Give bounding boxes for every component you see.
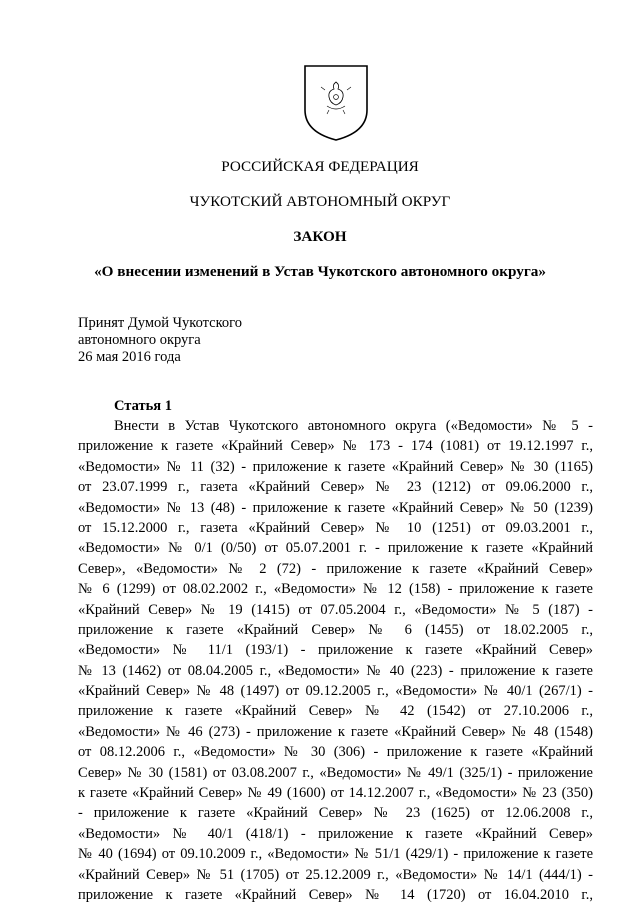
region-heading: ЧУКОТСКИЙ АВТОНОМНЫЙ ОКРУГ <box>189 193 451 210</box>
body-line: «Крайний Север» № 51 (1705) от 25.12.2009 г., «Ведомости» № 14/1 (444/1) - <box>78 866 593 883</box>
acceptance-line: автономного округа <box>78 332 201 348</box>
body-line: «Ведомости» № 40/1 (418/1) - приложение к газете «Крайний Север» <box>78 825 593 842</box>
body-line: Север» № 30 (1581) от 03.08.2007 г., «Ведомости» № 49/1 (325/1) - приложение <box>78 764 593 781</box>
body-line: «Ведомости» № 0/1 (0/50) от 05.07.2001 г. - приложение к газете «Крайний <box>78 540 593 557</box>
body-line: «Ведомости» № 13 (48) - приложение к газете «Крайний Север» № 50 (1239) <box>78 499 593 516</box>
body-line: «Крайний Север» № 19 (1415) от 07.05.2004 г., «Ведомости» № 5 (187) - <box>78 601 593 618</box>
body-line: «Ведомости» № 11 (32) - приложение к газете «Крайний Север» № 30 (1165) <box>78 458 593 475</box>
body-line: № 6 (1299) от 08.02.2002 г., «Ведомости» № 12 (158) - приложение к газете <box>78 581 593 598</box>
body-line: «Ведомости» № 46 (273) - приложение к газете «Крайний Север» № 48 (1548) <box>78 723 593 740</box>
body-line: «Крайний Север» № 48 (1497) от 09.12.2005 г., «Ведомости» № 40/1 (267/1) - <box>78 683 593 700</box>
body-line: приложение к газете «Крайний Север» № 42 (1542) от 27.10.2006 г., <box>78 703 593 720</box>
body-line: от 23.07.1999 г., газета «Крайний Север» № 23 (1212) от 09.06.2000 г., <box>78 479 593 496</box>
article-body <box>78 416 593 905</box>
document-title: «О внесении изменений в Устав Чукотского автономного округа» <box>94 263 546 280</box>
body-line: приложение к газете «Крайний Север» № 173 - 174 (1081) от 19.12.1997 г., <box>78 438 593 455</box>
body-line: от 08.12.2006 г., «Ведомости» № 30 (306) - приложение к газете «Крайний <box>78 744 593 761</box>
document-type-heading: ЗАКОН <box>293 228 347 245</box>
body-line: Север», «Ведомости» № 2 (72) - приложение к газете «Крайний Север» <box>78 560 593 577</box>
coat-of-arms-icon <box>299 60 373 144</box>
body-line: Внести в Устав Чукотского автономного округа («Ведомости» № 5 - <box>114 418 593 434</box>
acceptance-line: Принят Думой Чукотского <box>78 315 243 331</box>
body-line: - приложение к газете «Крайний Север» № 23 (1625) от 12.06.2008 г., <box>78 805 593 822</box>
body-line: приложение к газете «Крайний Север» № 6 (1455) от 18.02.2005 г., <box>78 621 593 638</box>
acceptance-date: 26 мая 2016 года <box>78 349 181 365</box>
acceptance-block <box>78 315 242 366</box>
article-title: Статья 1 <box>114 398 172 414</box>
body-line: от 15.12.2000 г., газета «Крайний Север» № 10 (1251) от 09.03.2001 г., <box>78 519 593 536</box>
body-line: № 13 (1462) от 08.04.2005 г., «Ведомости» № 40 (223) - приложение к газете <box>78 662 593 679</box>
body-line: к газете «Крайний Север» № 49 (1600) от 14.12.2007 г., «Ведомости» № 23 (350) <box>78 785 593 802</box>
body-line: № 40 (1694) от 09.10.2009 г., «Ведомости» № 51/1 (429/1) - приложение к газете <box>78 846 593 863</box>
country-heading: РОССИЙСКАЯ ФЕДЕРАЦИЯ <box>221 158 419 175</box>
body-line: приложение к газете «Крайний Север» № 14 (1720) от 16.04.2010 г., <box>78 886 593 903</box>
body-line: «Ведомости» № 11/1 (193/1) - приложение к газете «Крайний Север» <box>78 642 593 659</box>
